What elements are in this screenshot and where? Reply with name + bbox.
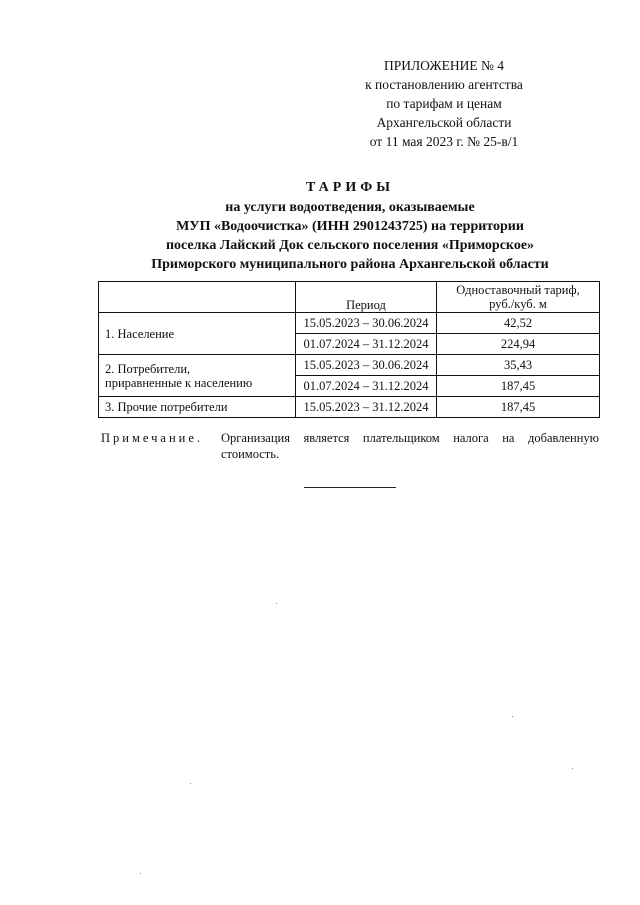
category-line-1: 2. Потребители,: [105, 361, 191, 376]
tariff-cell: 187,45: [437, 397, 600, 418]
appendix-region: Архангельской области: [376, 115, 512, 130]
table-row: [99, 355, 600, 376]
header-tariff-line-1: Одноставочный тариф,: [456, 283, 580, 297]
category-cell: 1. Население: [99, 313, 296, 355]
scan-speck: [190, 783, 191, 784]
header-tariff: [437, 282, 600, 313]
title-line-4: Приморского муниципального района Архангельской области: [151, 257, 549, 272]
document-title: ТАРИФЫ: [306, 180, 394, 195]
header-period: Период: [296, 282, 437, 313]
period-cell: 01.07.2024 – 31.12.2024: [296, 376, 437, 397]
scan-speck: [276, 603, 277, 604]
period-cell: 01.07.2024 – 31.12.2024: [296, 334, 437, 355]
tariff-table: [98, 281, 600, 418]
appendix-date: от 11 мая 2023 г. № 25-в/1: [369, 134, 519, 149]
title-line-3: поселка Лайский Док сельского поселения «Приморское»: [165, 238, 535, 253]
tariff-cell: 42,52: [437, 313, 600, 334]
table-header-row: [99, 282, 600, 313]
scan-speck: [572, 768, 573, 769]
separator-line: [304, 487, 396, 488]
table-row: [99, 397, 600, 418]
scan-speck: [140, 873, 141, 874]
period-cell: 15.05.2023 – 30.06.2024: [296, 313, 437, 334]
title-line-2: МУП «Водоочистка» (ИНН 2901243725) на территории: [176, 219, 524, 234]
period-cell: 15.05.2023 – 31.12.2024: [296, 397, 437, 418]
note-label: Примечание.: [101, 431, 204, 445]
appendix-header: [324, 56, 564, 151]
tariff-cell: 35,43: [437, 355, 600, 376]
period-cell: 15.05.2023 – 30.06.2024: [296, 355, 437, 376]
header-category: [99, 282, 296, 313]
category-cell: 3. Прочие потребители: [99, 397, 296, 418]
appendix-agency: по тарифам и ценам: [386, 96, 502, 111]
scan-speck: [512, 716, 513, 717]
note-text: Организация является плательщиком налога на добавленную стоимость.: [221, 431, 599, 461]
document-title-block: [90, 178, 610, 274]
appendix-reference: к постановлению агентства: [365, 77, 523, 92]
tariff-cell: 187,45: [437, 376, 600, 397]
appendix-number: ПРИЛОЖЕНИЕ № 4: [383, 58, 505, 73]
tariff-cell: 224,94: [437, 334, 600, 355]
category-cell: [99, 355, 296, 397]
title-line-1: на услуги водоотведения, оказываемые: [225, 200, 475, 215]
header-tariff-line-2: руб./куб. м: [489, 297, 547, 311]
table-row: [99, 313, 600, 334]
category-line-2: приравненные к населению: [105, 375, 253, 390]
